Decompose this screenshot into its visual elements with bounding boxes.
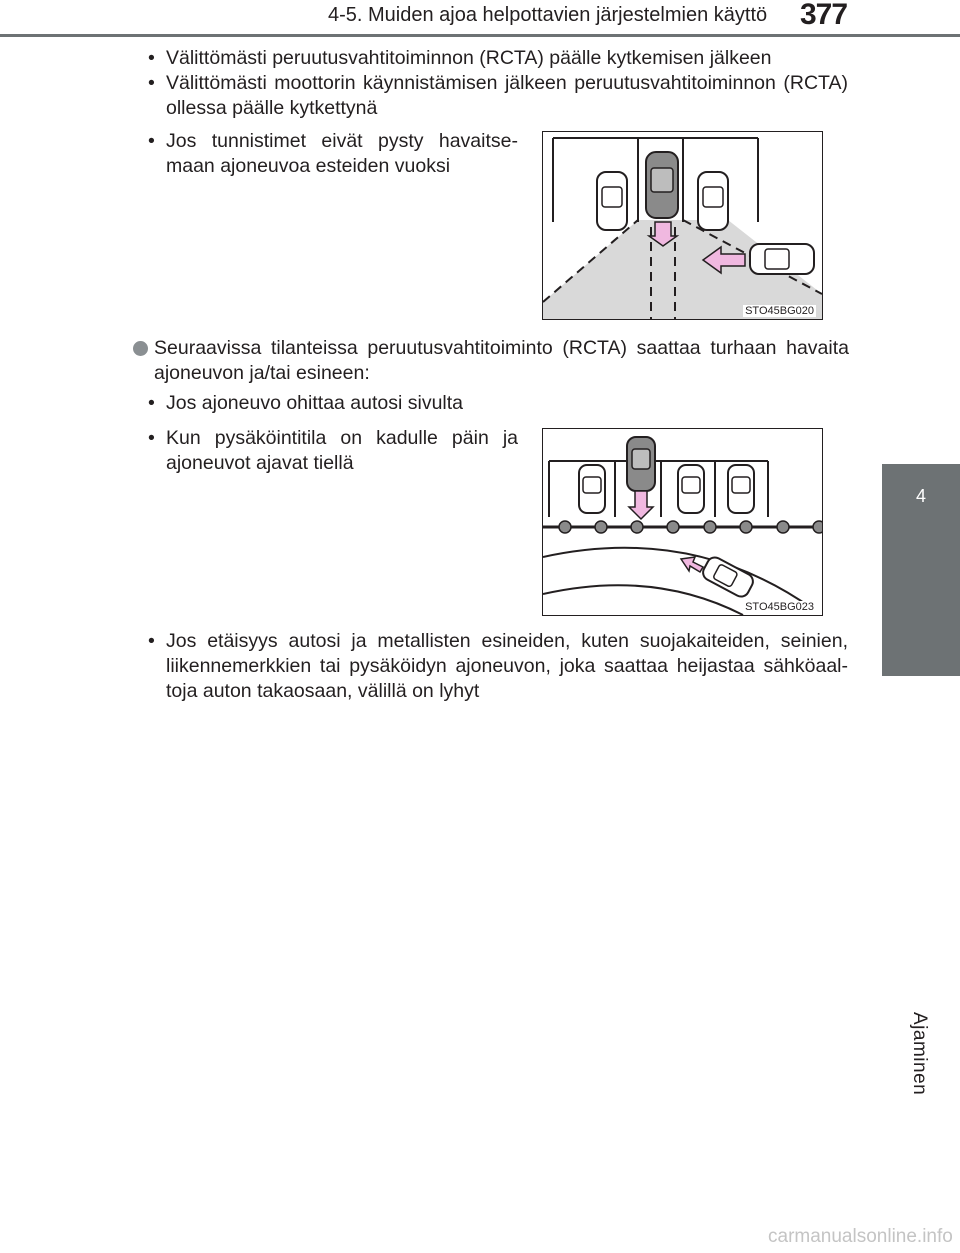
- lead-text: Seuraavissa tilanteissa peruutusvahtitoiminto (RCTA) saattaa turhaan havaita ajoneuvon ja/tai esineen:: [154, 337, 849, 384]
- page-number: 377: [800, 0, 848, 31]
- bullet-marker: •: [148, 72, 155, 94]
- chapter-tab: [882, 464, 960, 1096]
- bullet-item: [148, 46, 848, 71]
- bullet-text: Välittömästi peruutusvahtitoiminnon (RCTA) päälle kytkemisen jälkeen: [166, 47, 772, 69]
- street-parking-illustration: [543, 429, 822, 615]
- bullet-text: Jos tunnistimet eivät pysty havaitse-maan ajoneuvoa esteiden vuoksi: [166, 130, 518, 177]
- chapter-label: Ajaminen: [909, 1012, 930, 1096]
- page-header: [0, 0, 960, 40]
- section-title: 4-5. Muiden ajoa helpottavien järjestelmien käyttö: [328, 4, 768, 26]
- header-rule: [0, 34, 960, 37]
- bullet-text: Kun pysäköintitila on kadulle päin ja ajoneuvot ajavat tiellä: [166, 427, 518, 474]
- bullet-item: [148, 629, 848, 704]
- bullet-item: [148, 391, 848, 416]
- bullet-marker: •: [148, 130, 155, 152]
- bullet-text: Jos etäisyys autosi ja metallisten esineiden, kuten suojakaiteiden, seinien, liikennemerkkien tai pysäköidyn ajoneuvon, joka saattaa heijastaa sähköaal-toja auton takaosaan, välillä on lyhyt: [166, 630, 848, 702]
- figure-street-parking: [542, 428, 823, 616]
- bullet-text: Välittömästi moottorin käynnistämisen jälkeen peruutusvahtitoiminnon (RCTA) ollessa päälle kytkettynä: [166, 72, 848, 119]
- figure-sensor-obstructed: [542, 131, 823, 320]
- parking-illustration: [543, 132, 822, 319]
- bullet-item: [148, 426, 518, 476]
- watermark-text: carmanualsonline.info: [768, 1226, 953, 1247]
- bullet-marker: •: [148, 427, 155, 449]
- bullet-marker: •: [148, 392, 155, 414]
- lead-bullet-icon: [133, 341, 148, 356]
- bullet-text: Jos ajoneuvo ohittaa autosi sivulta: [166, 392, 464, 414]
- bullet-marker: •: [148, 630, 155, 652]
- lead-paragraph: [133, 336, 849, 386]
- bullet-item: [148, 71, 848, 121]
- bullet-item: [148, 129, 518, 179]
- figure-label: STO45BG023: [745, 601, 814, 613]
- figure-label: STO45BG020: [745, 305, 814, 317]
- bullet-marker: •: [148, 47, 155, 69]
- chapter-number: 4: [915, 486, 926, 506]
